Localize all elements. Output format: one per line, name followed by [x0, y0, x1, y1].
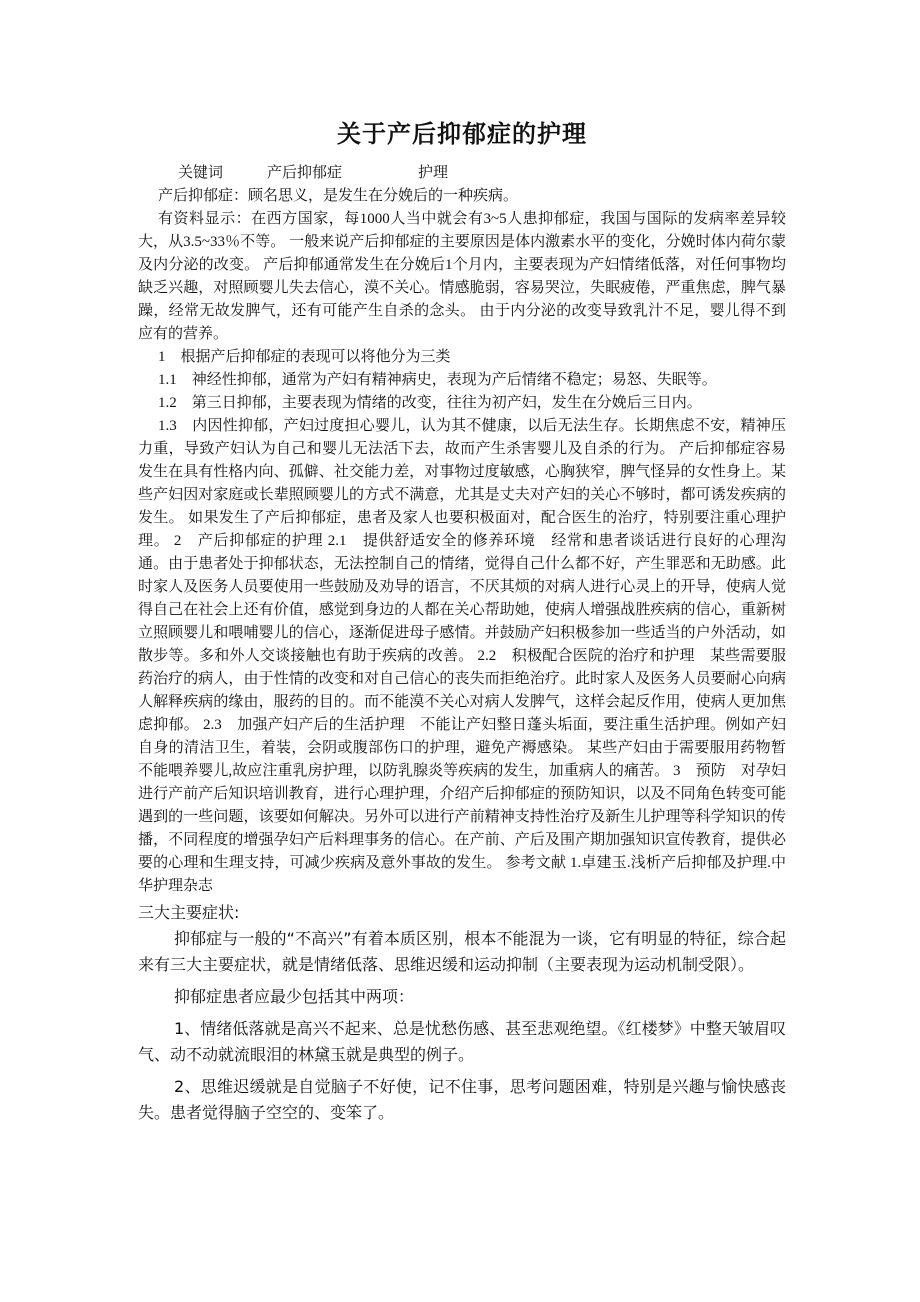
keywords-label: 关键词 — [178, 165, 224, 181]
section-1-2: 1.2 第三日抑郁，主要表现为情绪的改变，往往为初产妇，发生在分娩后三日内。 — [158, 395, 702, 411]
symptoms-heading: 三大主要症状: — [138, 903, 240, 922]
symptoms-section — [138, 900, 786, 1126]
section-1-1: 1.1 神经性抑郁，通常为产妇有精神病史，表现为产后情绪不稳定；易怒、失眠等。 — [158, 372, 717, 388]
article-body — [138, 162, 786, 898]
document-content — [138, 118, 786, 1126]
section-1-heading: 1 根据产后抑郁症的表现可以将他分为三类 — [158, 349, 451, 365]
keyword-term-2: 护理 — [418, 165, 449, 181]
section-1-3-and-nursing: 1.3 内因性抑郁，产妇过度担心婴儿，认为其不健康，以后无法生存。长期焦虑不安，精神压力重，导致产妇认为自己和婴儿无法活下去，故而产生杀害婴儿及自杀的行为。 产后抑郁症容易发生在具有性格内向、孤僻、社交能力差，对事物过度敏感，心胸狭窄，脾气怪异的女性身上。某些产妇因对家庭或长辈照顾婴儿的方式不满意，尤其是丈夫对产妇的关心不够时，都可诱发疾病的发生。 如果发生了产后抑郁症，患者及家人也要积极面对，配合医生的治疗，特别要注重心理护理。 2 产后抑郁症的护理 2.1 提供舒适安全的修养环境 经常和患者谈话进行良好的心理沟通。由于患者处于抑郁状态，无法控制自己的情绪，觉得自己什么都不好，产生罪恶和无助感。此时家人及医务人员要使用一些鼓励及劝导的语言，不厌其烦的对病人进行心灵上的开导，使病人觉得自己在社会上还有价值，感觉到身边的人都在关心帮助她，使病人增强战胜疾病的信心，重新树立照顾婴儿和喂哺婴儿的信心，逐渐促进母子感情。并鼓励产妇积极参加一些适当的户外活动，如散步等。多和外人交谈接触也有助于疾病的改善。 2.2 积极配合医院的治疗和护理 某些需要服药治疗的病人，由于性情的改变和对自己信心的丧失而拒绝治疗。此时家人及医务人员要耐心向病人解释疾病的缘由，服药的目的。而不能漠不关心对病人发脾气，这样会起反作用，使病人更加焦虑抑郁。 2.3 加强产妇产后的生活护理 不能让产妇整日蓬头垢面，要注重生活护理。例如产妇自身的清洁卫生，着装，会阴或腹部伤口的护理，避免产褥感染。 某些产妇由于需要服用药物暂不能喂养婴儿,故应注重乳房护理，以防乳腺炎等疾病的发生，加重病人的痛苦。 3 预防 对孕妇进行产前产后知识培训教育，进行心理护理，介绍产后抑郁症的预防知识，以及不同角色转变可能遇到的一些问题，该要如何解决。另外可以进行产前精神支持性治疗及新生儿护理等科学知识的传播，不同程度的增强孕妇产后料理事务的信心。在产前、产后及围产期加强知识宣传教育，提供必要的心理和生理支持，可减少疾病及意外事故的发生。 参考文献 1.卓建玉.浅析产后抑郁及护理.中华护理杂志 — [138, 418, 786, 894]
keyword-term-1: 产后抑郁症 — [267, 165, 343, 181]
symptoms-paragraph-3: 1、情绪低落就是高兴不起来、总是忧愁伤感、甚至悲观绝望。《红楼梦》中整天皱眉叹气、动不动就流眼泪的林黛玉就是典型的例子。 — [138, 1019, 786, 1064]
symptoms-paragraph-4: 2、思维迟缓就是自觉脑子不好使，记不住事，思考问题困难，特别是兴趣与愉快感丧失。患者觉得脑子空空的、变笨了。 — [138, 1077, 786, 1122]
paragraph-statistics: 有资料显示：在西方国家，每1000人当中就会有3~5人患抑郁症，我国与国际的发病率差异较大，从3.5~33％不等。 一般来说产后抑郁症的主要原因是体内激素水平的变化，分娩时体内荷尔蒙及内分泌的改变。 产后抑郁通常发生在分娩后1个月内，主要表现为产妇情绪低落，对任何事物均缺乏兴趣，对照顾婴儿失去信心，漠不关心。情感脆弱，容易哭泣，失眠疲倦，严重焦虑，脾气暴躁，经常无故发脾气，还有可能产生自杀的念头。 由于内分泌的改变导致乳汁不足，婴儿得不到应有的营养。 — [138, 211, 786, 342]
symptoms-paragraph-1: 抑郁症与一般的“不高兴”有着本质区别，根本不能混为一谈，它有明显的特征，综合起来有三大主要症状，就是情绪低落、思维迟缓和运动抑制（主要表现为运动机制受限）。 — [138, 929, 786, 974]
symptoms-paragraph-2: 抑郁症患者应最少包括其中两项： — [174, 987, 415, 1006]
document-title: 关于产后抑郁症的护理 — [337, 119, 587, 148]
keywords-line — [138, 162, 786, 185]
paragraph-definition: 产后抑郁症：顾名思义，是发生在分娩后的一种疾病。 — [158, 188, 519, 204]
